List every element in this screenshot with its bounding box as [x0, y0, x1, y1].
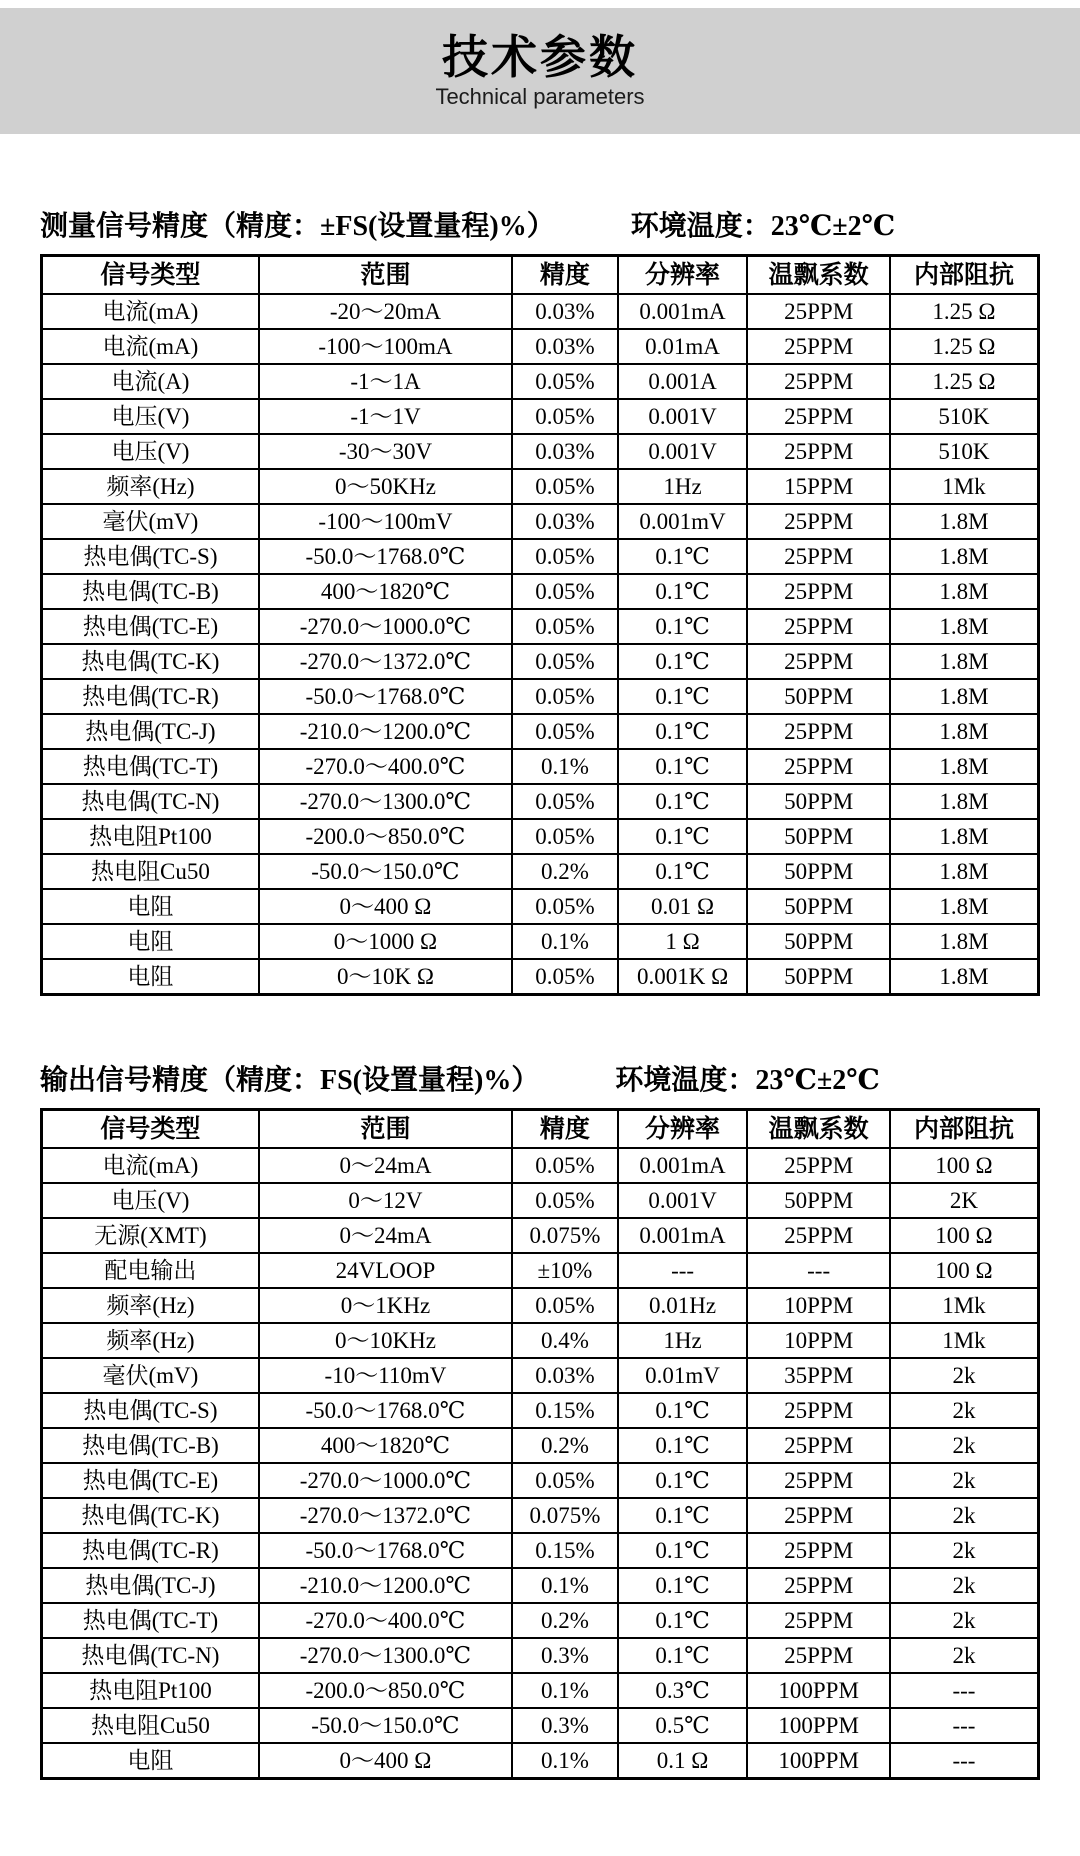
table-cell: 510K: [890, 434, 1039, 469]
table-cell: 0.1℃: [618, 539, 748, 574]
table-cell: 0.1℃: [618, 854, 748, 889]
table-cell: 电阻: [42, 924, 259, 959]
table-cell: 0.075%: [512, 1498, 618, 1533]
table-cell: 0.05%: [512, 1288, 618, 1323]
table-cell: 400～1820℃: [259, 574, 512, 609]
table-cell: 0.05%: [512, 644, 618, 679]
table-cell: 1.8M: [890, 854, 1039, 889]
table-cell: 0.1℃: [618, 1603, 748, 1638]
table-cell: 0.001V: [618, 399, 748, 434]
table-cell: 0.001mV: [618, 504, 748, 539]
table-cell: 0～400 Ω: [259, 1743, 512, 1779]
table-cell: 0.05%: [512, 469, 618, 504]
table-row: [42, 679, 1039, 714]
table-cell: 0～24mA: [259, 1148, 512, 1183]
table-cell: 频率(Hz): [42, 1323, 259, 1358]
table-cell: 100PPM: [747, 1673, 890, 1708]
table-cell: 频率(Hz): [42, 1288, 259, 1323]
table-cell: 0.1℃: [618, 644, 748, 679]
table-cell: 510K: [890, 399, 1039, 434]
table-cell: -50.0～1768.0℃: [259, 1393, 512, 1428]
table-cell: 0.1℃: [618, 749, 748, 784]
table-cell: 0.1℃: [618, 574, 748, 609]
table-cell: 热电偶(TC-N): [42, 784, 259, 819]
table-cell: 25PPM: [747, 539, 890, 574]
table-cell: 0.001mA: [618, 1148, 748, 1183]
table-row: [42, 644, 1039, 679]
table-cell: 毫伏(mV): [42, 504, 259, 539]
table-row: [42, 539, 1039, 574]
column-header: 分辨率: [618, 256, 748, 295]
table-cell: 0.2%: [512, 854, 618, 889]
table-cell: 0.05%: [512, 959, 618, 995]
table-cell: ---: [747, 1253, 890, 1288]
table-row: [42, 1428, 1039, 1463]
table-cell: 0.03%: [512, 329, 618, 364]
table-cell: 2k: [890, 1358, 1039, 1393]
table-cell: 0.05%: [512, 574, 618, 609]
column-header: 范围: [259, 1110, 512, 1149]
table-cell: 25PPM: [747, 1218, 890, 1253]
table-cell: 1.8M: [890, 889, 1039, 924]
table-cell: 2k: [890, 1428, 1039, 1463]
table-cell: 0.01Hz: [618, 1288, 748, 1323]
table-cell: -50.0～1768.0℃: [259, 1533, 512, 1568]
table-cell: 0～1KHz: [259, 1288, 512, 1323]
page: [0, 8, 1080, 1780]
table-cell: 25PPM: [747, 1148, 890, 1183]
table-row: [42, 1218, 1039, 1253]
column-header: 分辨率: [618, 1110, 748, 1149]
table-row: [42, 1498, 1039, 1533]
table-cell: -1～1A: [259, 364, 512, 399]
table-cell: 0.001mA: [618, 1218, 748, 1253]
table-cell: 0.03%: [512, 1358, 618, 1393]
table-cell: 1.8M: [890, 924, 1039, 959]
table-cell: 电流(mA): [42, 294, 259, 329]
table-cell: 50PPM: [747, 1183, 890, 1218]
table-cell: 25PPM: [747, 399, 890, 434]
table-cell: -270.0～1372.0℃: [259, 1498, 512, 1533]
table-cell: 热电偶(TC-T): [42, 749, 259, 784]
table-cell: 0.03%: [512, 294, 618, 329]
table-cell: 25PPM: [747, 1638, 890, 1673]
table-cell: -270.0～1300.0℃: [259, 784, 512, 819]
table-cell: 0.001A: [618, 364, 748, 399]
table-cell: ---: [890, 1673, 1039, 1708]
table-cell: 100PPM: [747, 1708, 890, 1743]
table-cell: 100 Ω: [890, 1253, 1039, 1288]
table-cell: 0.01mA: [618, 329, 748, 364]
table-cell: 25PPM: [747, 1393, 890, 1428]
table-cell: 热电偶(TC-T): [42, 1603, 259, 1638]
table-cell: 2k: [890, 1393, 1039, 1428]
table-cell: 2K: [890, 1183, 1039, 1218]
table-cell: 0.1℃: [618, 679, 748, 714]
table-cell: 0.1%: [512, 924, 618, 959]
spec-table: [40, 254, 1040, 996]
table-cell: -50.0～150.0℃: [259, 854, 512, 889]
table-cell: 1.8M: [890, 504, 1039, 539]
table-cell: 电压(V): [42, 434, 259, 469]
table-cell: 0.001mA: [618, 294, 748, 329]
table-cell: 0.1 Ω: [618, 1743, 748, 1779]
table-cell: 电流(mA): [42, 1148, 259, 1183]
table-cell: 1.8M: [890, 819, 1039, 854]
table-cell: -50.0～150.0℃: [259, 1708, 512, 1743]
table-row: [42, 714, 1039, 749]
table-cell: 0.05%: [512, 539, 618, 574]
table-cell: 0.2%: [512, 1428, 618, 1463]
table-row: [42, 1323, 1039, 1358]
table-cell: ---: [890, 1743, 1039, 1779]
table-cell: -200.0～850.0℃: [259, 1673, 512, 1708]
table-cell: 0～50KHz: [259, 469, 512, 504]
table-cell: 50PPM: [747, 959, 890, 995]
table-cell: 0～10KHz: [259, 1323, 512, 1358]
table-row: [42, 889, 1039, 924]
table-cell: 15PPM: [747, 469, 890, 504]
table-cell: 2k: [890, 1498, 1039, 1533]
table-cell: 1.25 Ω: [890, 294, 1039, 329]
table-cell: 1.8M: [890, 539, 1039, 574]
table-cell: 0.05%: [512, 889, 618, 924]
table-cell: 0.1℃: [618, 784, 748, 819]
table-row: [42, 1463, 1039, 1498]
table-cell: -270.0～1000.0℃: [259, 1463, 512, 1498]
table-row: [42, 1253, 1039, 1288]
table-cell: 0～24mA: [259, 1218, 512, 1253]
table-cell: 1.8M: [890, 679, 1039, 714]
table-cell: 0.05%: [512, 364, 618, 399]
table-cell: 1Mk: [890, 1323, 1039, 1358]
table-cell: 0.1℃: [618, 609, 748, 644]
table-cell: 0.1℃: [618, 1463, 748, 1498]
table-cell: 0.05%: [512, 679, 618, 714]
table-row: [42, 1673, 1039, 1708]
table-cell: 0.15%: [512, 1393, 618, 1428]
table-row: [42, 1603, 1039, 1638]
table-cell: -270.0～400.0℃: [259, 1603, 512, 1638]
table-cell: 25PPM: [747, 294, 890, 329]
table-row: [42, 434, 1039, 469]
table-cell: 热电偶(TC-E): [42, 609, 259, 644]
table-cell: 0.05%: [512, 819, 618, 854]
table-cell: 0～1000 Ω: [259, 924, 512, 959]
page-title: 技术参数: [442, 31, 638, 84]
table-cell: 10PPM: [747, 1288, 890, 1323]
table-cell: 50PPM: [747, 679, 890, 714]
table-cell: 0.001V: [618, 1183, 748, 1218]
section-title: 输出信号精度（精度：FS(设置量程)%）: [40, 1065, 540, 1096]
table-row: [42, 1568, 1039, 1603]
table-cell: 0.1℃: [618, 1428, 748, 1463]
section-heading: [40, 1058, 1040, 1098]
table-row: [42, 294, 1039, 329]
table-cell: 电流(A): [42, 364, 259, 399]
table-cell: 10PPM: [747, 1323, 890, 1358]
table-cell: 25PPM: [747, 329, 890, 364]
table-cell: 1Mk: [890, 1288, 1039, 1323]
table-cell: -100～100mV: [259, 504, 512, 539]
table-cell: -50.0～1768.0℃: [259, 679, 512, 714]
table-cell: 25PPM: [747, 644, 890, 679]
table-cell: 0.05%: [512, 714, 618, 749]
column-header: 信号类型: [42, 1110, 259, 1149]
table-cell: 24VLOOP: [259, 1253, 512, 1288]
table-row: [42, 574, 1039, 609]
table-cell: -270.0～1300.0℃: [259, 1638, 512, 1673]
table-row: [42, 504, 1039, 539]
table-cell: -50.0～1768.0℃: [259, 539, 512, 574]
table-cell: 热电偶(TC-E): [42, 1463, 259, 1498]
table-row: [42, 1638, 1039, 1673]
table-cell: 50PPM: [747, 819, 890, 854]
table-cell: ---: [618, 1253, 748, 1288]
column-header: 温飘系数: [747, 256, 890, 295]
table-cell: 1.8M: [890, 574, 1039, 609]
table-row: [42, 1288, 1039, 1323]
table-cell: 25PPM: [747, 1533, 890, 1568]
table-cell: 25PPM: [747, 749, 890, 784]
table-cell: 热电偶(TC-S): [42, 1393, 259, 1428]
table-cell: 1.25 Ω: [890, 364, 1039, 399]
table-cell: 1.8M: [890, 714, 1039, 749]
table-cell: 0.05%: [512, 609, 618, 644]
table-cell: 0.1℃: [618, 1498, 748, 1533]
table-cell: 1.8M: [890, 644, 1039, 679]
table-cell: 0.05%: [512, 1148, 618, 1183]
table-row: [42, 1183, 1039, 1218]
table-cell: 50PPM: [747, 854, 890, 889]
table-cell: 热电偶(TC-J): [42, 714, 259, 749]
spec-table: [40, 1108, 1040, 1780]
section-heading: [40, 204, 1040, 244]
table-cell: 0.1℃: [618, 1638, 748, 1673]
table-cell: 1.25 Ω: [890, 329, 1039, 364]
page-subtitle: Technical parameters: [435, 83, 645, 109]
table-cell: 100PPM: [747, 1743, 890, 1779]
table-row: [42, 399, 1039, 434]
table-cell: -210.0～1200.0℃: [259, 1568, 512, 1603]
table-cell: 频率(Hz): [42, 469, 259, 504]
table-cell: -270.0～1000.0℃: [259, 609, 512, 644]
sections-container: [0, 204, 1080, 1780]
table-cell: 50PPM: [747, 889, 890, 924]
table-cell: 25PPM: [747, 609, 890, 644]
table-cell: 1Mk: [890, 469, 1039, 504]
table-cell: 0.15%: [512, 1533, 618, 1568]
table-cell: 25PPM: [747, 574, 890, 609]
table-cell: 电阻: [42, 959, 259, 995]
table-cell: 0.1℃: [618, 1393, 748, 1428]
table-cell: 25PPM: [747, 434, 890, 469]
table-cell: 热电偶(TC-B): [42, 574, 259, 609]
table-cell: -30～30V: [259, 434, 512, 469]
table-cell: 热电阻Cu50: [42, 1708, 259, 1743]
table-cell: -10～110mV: [259, 1358, 512, 1393]
column-header: 精度: [512, 256, 618, 295]
table-cell: -270.0～1372.0℃: [259, 644, 512, 679]
column-header: 精度: [512, 1110, 618, 1149]
table-cell: 热电偶(TC-J): [42, 1568, 259, 1603]
table-cell: 1 Ω: [618, 924, 748, 959]
table-cell: -1～1V: [259, 399, 512, 434]
table-cell: 0.3%: [512, 1638, 618, 1673]
section-env-temp: 环境温度：23℃±2℃: [630, 211, 896, 242]
table-cell: 0.075%: [512, 1218, 618, 1253]
table-cell: 电压(V): [42, 399, 259, 434]
table-cell: 100 Ω: [890, 1148, 1039, 1183]
table-cell: 0～400 Ω: [259, 889, 512, 924]
table-cell: 0.001V: [618, 434, 748, 469]
table-cell: 2k: [890, 1533, 1039, 1568]
table-cell: 50PPM: [747, 924, 890, 959]
table-cell: 0.05%: [512, 1183, 618, 1218]
table-cell: 0.05%: [512, 784, 618, 819]
table-header-row: [42, 1110, 1039, 1149]
table-cell: 无源(XMT): [42, 1218, 259, 1253]
table-cell: 电压(V): [42, 1183, 259, 1218]
table-cell: 25PPM: [747, 1603, 890, 1638]
table-cell: 0.1℃: [618, 714, 748, 749]
spec-section: [40, 204, 1040, 996]
table-cell: 0.03%: [512, 434, 618, 469]
table-cell: 0.3℃: [618, 1673, 748, 1708]
table-header-row: [42, 256, 1039, 295]
table-cell: 热电阻Cu50: [42, 854, 259, 889]
table-row: [42, 1533, 1039, 1568]
table-cell: 2k: [890, 1568, 1039, 1603]
table-cell: 0.1℃: [618, 819, 748, 854]
table-cell: 35PPM: [747, 1358, 890, 1393]
table-cell: 0.5℃: [618, 1708, 748, 1743]
table-cell: 热电偶(TC-R): [42, 679, 259, 714]
table-cell: 25PPM: [747, 1498, 890, 1533]
table-row: [42, 329, 1039, 364]
table-cell: 0.1℃: [618, 1533, 748, 1568]
table-cell: 1.8M: [890, 959, 1039, 995]
table-cell: 2k: [890, 1463, 1039, 1498]
column-header: 信号类型: [42, 256, 259, 295]
table-cell: 毫伏(mV): [42, 1358, 259, 1393]
table-cell: 1.8M: [890, 749, 1039, 784]
table-cell: 0.1%: [512, 749, 618, 784]
table-row: [42, 819, 1039, 854]
table-cell: 电阻: [42, 1743, 259, 1779]
table-cell: 配电输出: [42, 1253, 259, 1288]
table-cell: 0.1℃: [618, 1568, 748, 1603]
table-cell: 1.8M: [890, 784, 1039, 819]
table-cell: 25PPM: [747, 1568, 890, 1603]
table-cell: 2k: [890, 1603, 1039, 1638]
table-cell: -200.0～850.0℃: [259, 819, 512, 854]
table-cell: 电流(mA): [42, 329, 259, 364]
table-cell: 50PPM: [747, 784, 890, 819]
table-cell: 热电偶(TC-B): [42, 1428, 259, 1463]
table-cell: 0.01 Ω: [618, 889, 748, 924]
table-cell: ---: [890, 1708, 1039, 1743]
spec-section: [40, 1058, 1040, 1780]
table-cell: 25PPM: [747, 364, 890, 399]
table-cell: 0.1%: [512, 1673, 618, 1708]
table-cell: -20～20mA: [259, 294, 512, 329]
table-cell: 0.03%: [512, 504, 618, 539]
table-cell: 热电偶(TC-R): [42, 1533, 259, 1568]
table-cell: 热电偶(TC-N): [42, 1638, 259, 1673]
table-cell: 0.05%: [512, 1463, 618, 1498]
table-cell: 25PPM: [747, 504, 890, 539]
table-cell: 2k: [890, 1638, 1039, 1673]
table-row: [42, 784, 1039, 819]
table-cell: 0～12V: [259, 1183, 512, 1218]
table-row: [42, 854, 1039, 889]
table-cell: 0.3%: [512, 1708, 618, 1743]
table-row: [42, 609, 1039, 644]
table-row: [42, 1743, 1039, 1779]
table-cell: 电阻: [42, 889, 259, 924]
table-cell: 1Hz: [618, 469, 748, 504]
table-cell: 25PPM: [747, 1428, 890, 1463]
section-env-temp: 环境温度：23℃±2℃: [615, 1065, 880, 1096]
section-title: 测量信号精度（精度：±FS(设置量程)%）: [40, 211, 555, 242]
table-row: [42, 469, 1039, 504]
table-cell: -210.0～1200.0℃: [259, 714, 512, 749]
table-row: [42, 924, 1039, 959]
table-row: [42, 1393, 1039, 1428]
table-row: [42, 1148, 1039, 1183]
table-cell: 0～10K Ω: [259, 959, 512, 995]
column-header: 范围: [259, 256, 512, 295]
table-row: [42, 959, 1039, 995]
table-cell: 1.8M: [890, 609, 1039, 644]
table-row: [42, 364, 1039, 399]
table-cell: -270.0～400.0℃: [259, 749, 512, 784]
column-header: 温飘系数: [747, 1110, 890, 1149]
table-row: [42, 1708, 1039, 1743]
table-cell: 1Hz: [618, 1323, 748, 1358]
table-cell: 0.05%: [512, 399, 618, 434]
table-cell: 0.4%: [512, 1323, 618, 1358]
table-row: [42, 1358, 1039, 1393]
table-cell: 热电偶(TC-K): [42, 644, 259, 679]
table-cell: 0.01mV: [618, 1358, 748, 1393]
table-cell: 热电阻Pt100: [42, 1673, 259, 1708]
table-cell: 0.1%: [512, 1743, 618, 1779]
table-cell: 热电偶(TC-S): [42, 539, 259, 574]
table-cell: 0.1%: [512, 1568, 618, 1603]
table-cell: 0.2%: [512, 1603, 618, 1638]
table-cell: 25PPM: [747, 714, 890, 749]
column-header: 内部阻抗: [890, 1110, 1039, 1149]
table-cell: -100～100mA: [259, 329, 512, 364]
table-cell: 100 Ω: [890, 1218, 1039, 1253]
table-cell: 25PPM: [747, 1463, 890, 1498]
table-cell: 热电偶(TC-K): [42, 1498, 259, 1533]
table-row: [42, 749, 1039, 784]
column-header: 内部阻抗: [890, 256, 1039, 295]
table-cell: 0.001K Ω: [618, 959, 748, 995]
table-cell: 热电阻Pt100: [42, 819, 259, 854]
table-cell: ±10%: [512, 1253, 618, 1288]
table-cell: 400～1820℃: [259, 1428, 512, 1463]
page-banner: [0, 8, 1080, 134]
